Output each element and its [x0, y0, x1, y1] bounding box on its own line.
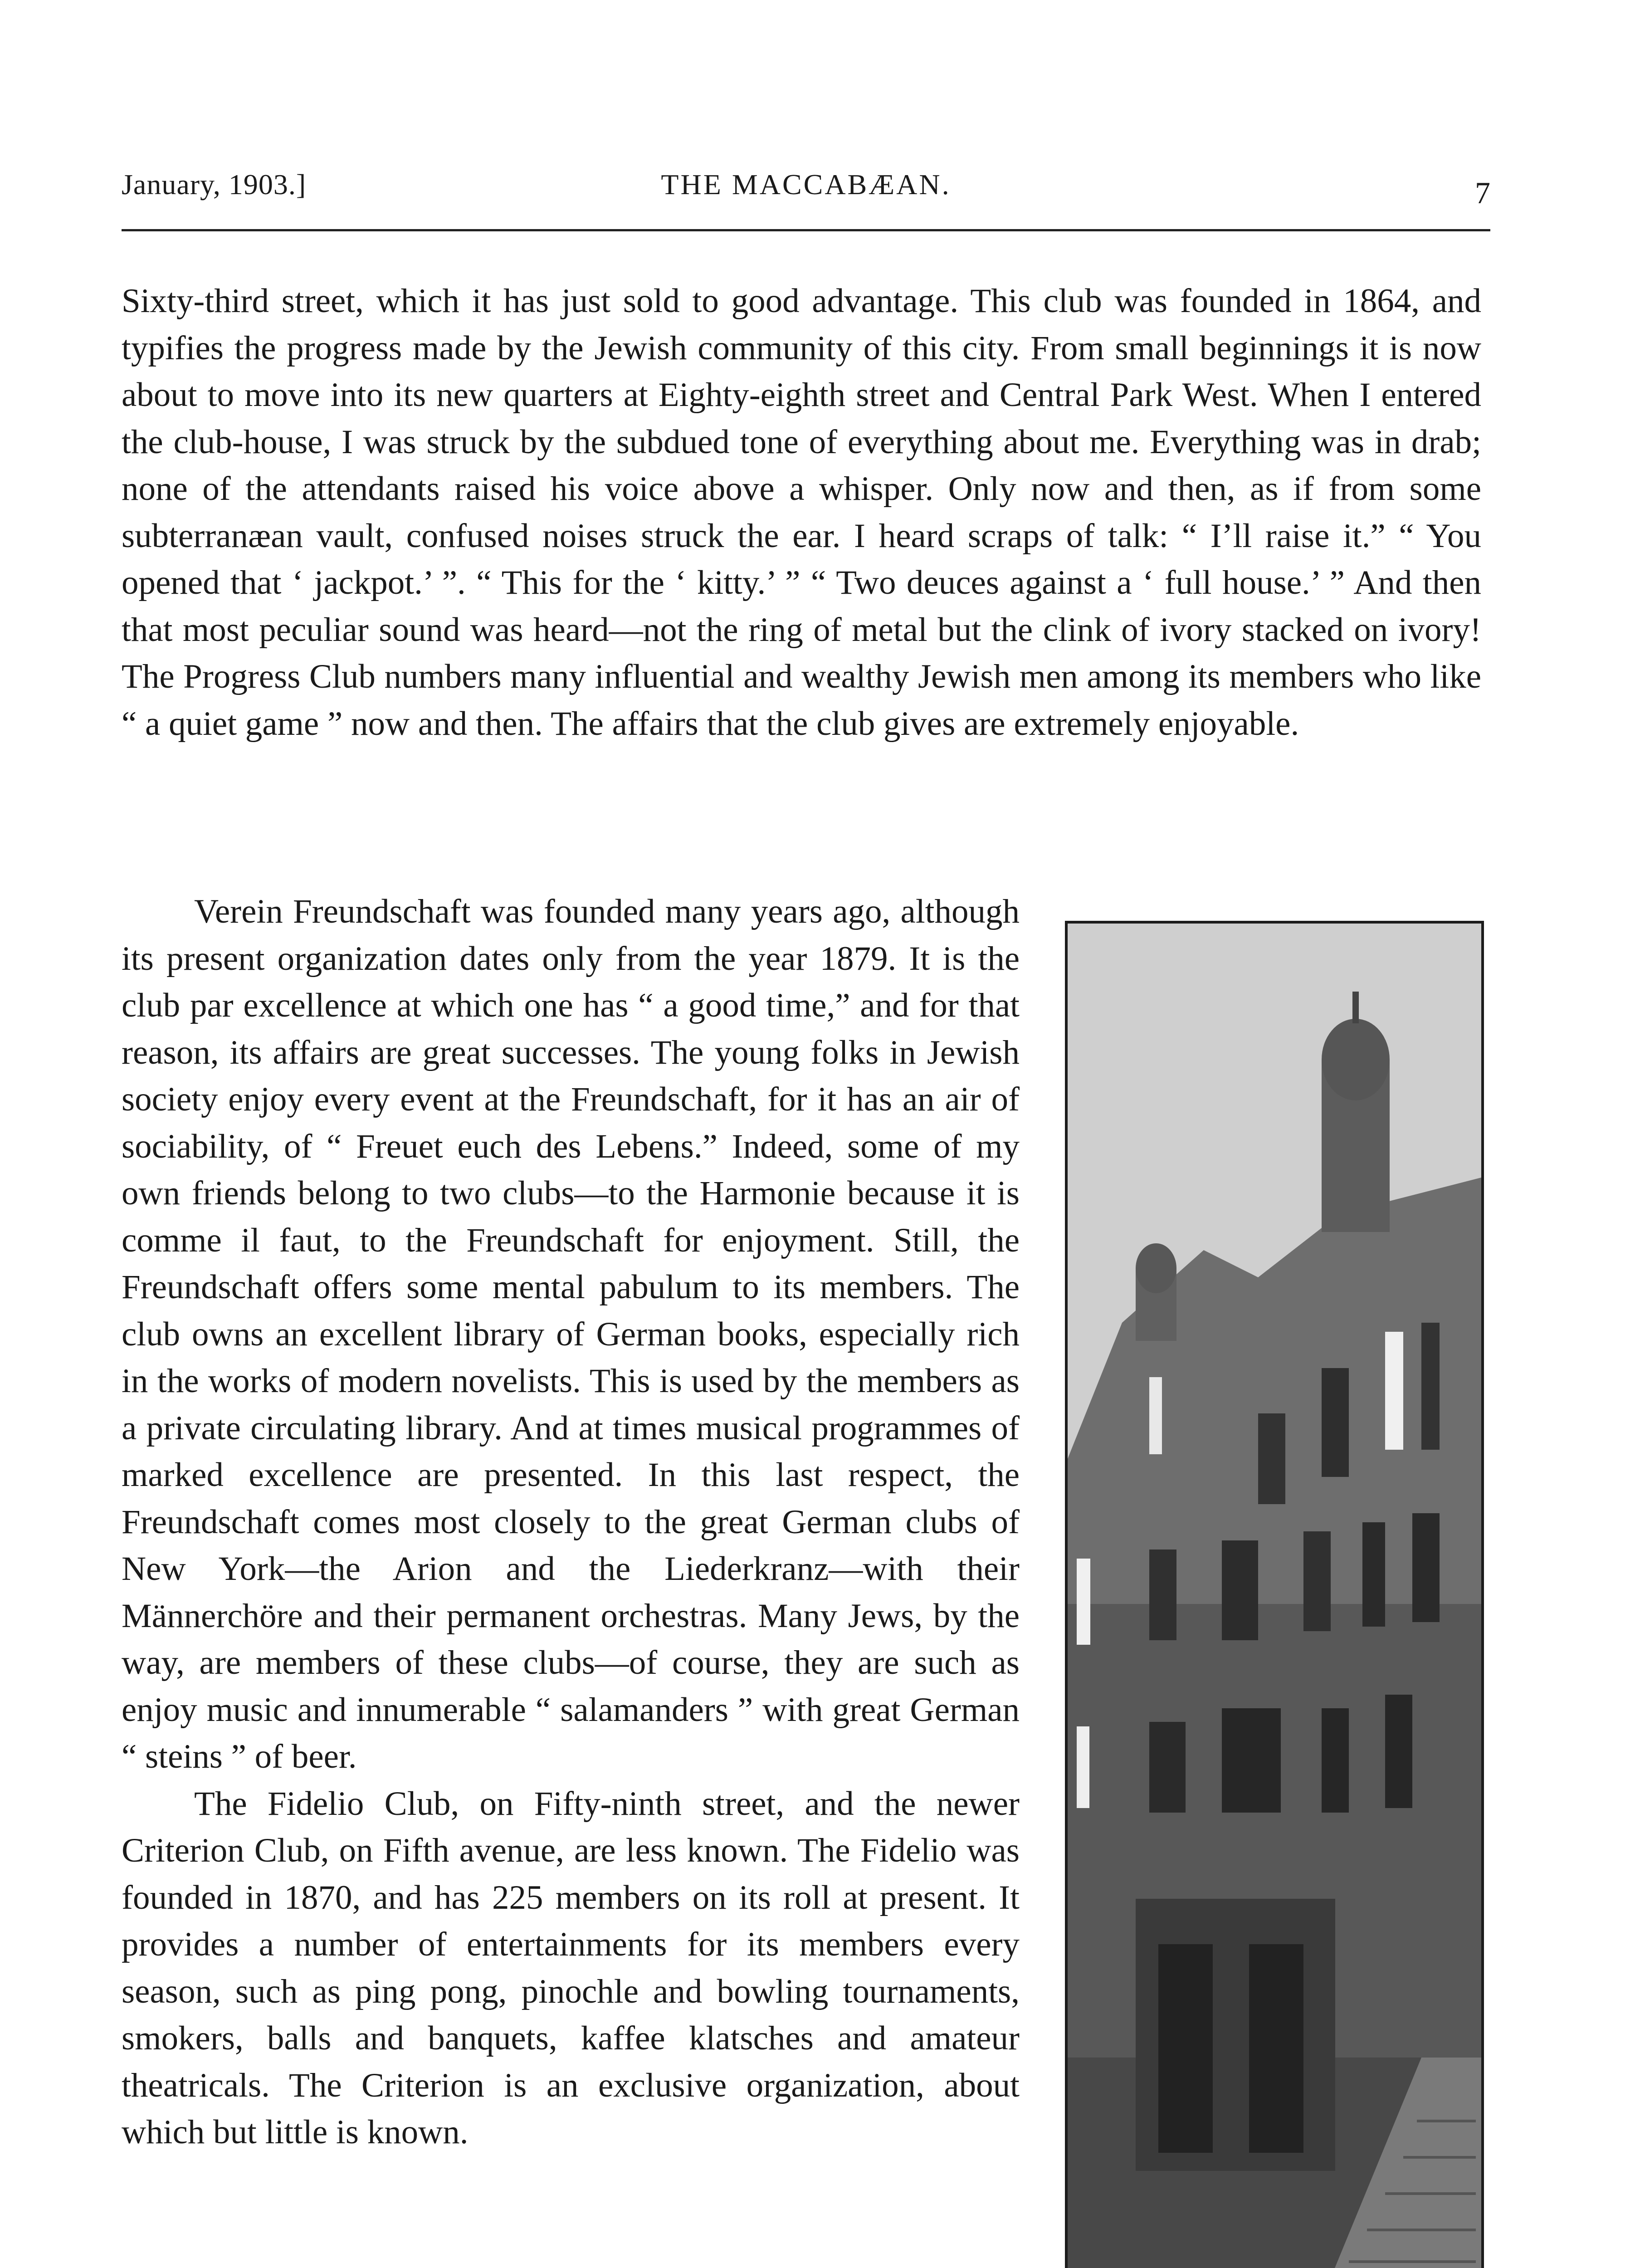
text-column	[122, 888, 1020, 2156]
journal-title: THE MACCABÆAN.	[661, 168, 951, 200]
issue-date: January, 1903.]	[122, 168, 307, 200]
running-head	[122, 168, 1490, 209]
building-illustration	[1068, 924, 1481, 2268]
header-rule	[122, 229, 1490, 231]
text-block-full-width	[122, 278, 1481, 747]
page-number: 7	[1475, 176, 1490, 210]
paragraph-progress-club: Sixty-third street, which it has just sold to good advantage. This club was founded in 1864, and typifies the progress made by the Jewish community of this city. From small beginnings it is now about to move into its new quarters at Eighty-eighth street and Central Park West. When I entered the club-house, I was struck by the subdued tone of everything about me. Everything was in drab; none of the attendants raised his voice above a whisper. Only now and then, as if from some subterranæan vault, confused noises struck the ear. I heard scraps of talk: “ I’ll raise it.” “ You opened that ‘ jackpot.’ ”. “ This for the ‘ kitty.’ ” “ Two deuces against a ‘ full house.’ ” And then that most peculiar sound was heard—not the ring of metal but the clink of ivory stacked on ivory! The Progress Club numbers many influential and wealthy Jewish men among its members who like “ a quiet game ” now and then. The affairs that the club gives are extremely enjoyable.	[122, 282, 1481, 743]
paragraph-freundschaft: Verein Freundschaft was founded many years ago, although its present organization dates only from the year 1879. It is the club par excellence at which one has “ a good time,” and for that reason, its affairs are great successes. The young folks in Jewish society enjoy every event at the Freundschaft, for it has an air of sociability, of “ Freuet euch des Lebens.” Indeed, some of my own friends belong to two clubs—to the Harmonie because it is comme il faut, to the Freundschaft for enjoyment. Still, the Freundschaft offers some mental pabulum to its members. The club owns an excellent library of German books, especially rich in the works of modern novelists. This is used by the members as a private circulating library. And at times musical programmes of marked excellence are presented. In this last respect, the Freundschaft comes most closely to the great German clubs of New York—the Arion and the Liederkranz—with their Männerchöre and their permanent orchestras. Many Jews, by the way, are members of these clubs—of course, they are such as enjoy music and innumerable “ salamanders ” with great German “ steins ” of beer.	[122, 893, 1020, 1775]
fidelio-photograph	[1065, 921, 1484, 2268]
paragraph-fidelio-criterion: The Fidelio Club, on Fifty-ninth street, and the newer Criterion Club, on Fifth avenue, are less known. The Fidelio was founded in 1870, and has 225 members on its roll at present. It provides a number of entertainments for its members every season, such as ping pong, pinochle and bowling tournaments, smokers, balls and banquets, kaffee klatsches and amateur theatricals. The Criterion is an exclusive organization, about which but little is known.	[122, 1784, 1020, 2151]
